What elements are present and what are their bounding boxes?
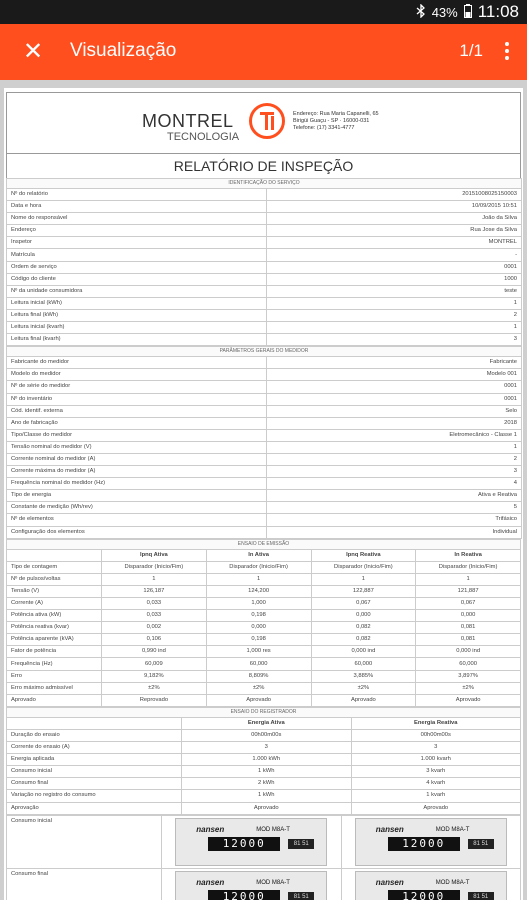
meter-photo[interactable] <box>355 818 507 866</box>
row-value: Selo <box>267 405 522 417</box>
row-label: Data e hora <box>7 201 267 213</box>
table-cell: 60,000 <box>206 658 311 670</box>
table-cell: 0,081 <box>416 622 521 634</box>
row-label: Constante de medição (Wh/rev) <box>7 502 267 514</box>
table-row <box>7 729 521 741</box>
table-row <box>7 694 521 706</box>
table-row <box>7 790 521 802</box>
row-label: Tipo de contagem <box>7 561 102 573</box>
table-cell: 8,809% <box>206 670 311 682</box>
address-line: Endereço: Rua Maria Capanelli, 65 <box>293 111 379 117</box>
table-cell: 0,000 <box>416 610 521 622</box>
meter-sub-reading: 81 51 <box>288 892 314 900</box>
bluetooth-icon <box>416 4 426 21</box>
table-cell: Disparador (Inicio/Fim) <box>416 561 521 573</box>
registrar-table <box>6 707 521 815</box>
meter-reading: 12000 <box>388 837 460 851</box>
row-value: 3 <box>267 334 522 346</box>
table-cell: 1,000 <box>206 598 311 610</box>
table-row <box>7 634 521 646</box>
meter-brand: nansen <box>375 825 404 835</box>
row-value: 0001 <box>267 261 522 273</box>
table-row <box>7 466 522 478</box>
table-row <box>7 646 521 658</box>
table-cell: 60,009 <box>102 658 207 670</box>
table-cell: 3 <box>351 742 521 754</box>
row-label: Frequência nominal do medidor (Hz) <box>7 478 267 490</box>
table-row <box>7 213 522 225</box>
row-value: 3 <box>267 466 522 478</box>
meter-photo[interactable] <box>355 871 507 900</box>
table-cell: 0,033 <box>102 610 207 622</box>
row-value: 2018 <box>267 417 522 429</box>
service-table <box>6 178 522 346</box>
row-value: Eletromecânico - Classe 1 <box>267 429 522 441</box>
app-title: Visualização <box>70 40 177 61</box>
table-row <box>7 273 522 285</box>
table-cell: Aprovado <box>311 694 416 706</box>
row-value: 0001 <box>267 381 522 393</box>
photo-row <box>7 815 521 868</box>
table-cell: Aprovado <box>206 694 311 706</box>
row-value: 2 <box>267 309 522 321</box>
row-value: Individual <box>267 526 522 538</box>
report-header <box>6 92 521 154</box>
table-row <box>7 682 521 694</box>
meter-brand: nansen <box>375 878 404 888</box>
table-row <box>7 405 522 417</box>
table-cell: Reprovado <box>102 694 207 706</box>
row-label: Matrícula <box>7 249 267 261</box>
row-value: - <box>267 249 522 261</box>
meter-model: MOD M8A-T <box>435 880 470 887</box>
report-document <box>4 88 523 900</box>
row-label: Nº de pulsos/voltas <box>7 573 102 585</box>
row-label: Configuração dos elementos <box>7 526 267 538</box>
row-label: Consumo inicial <box>7 766 182 778</box>
address-line: Birigüi Guaçu - SP · 16000-031 <box>293 118 370 124</box>
table-cell: Disparador (Inicio/Fim) <box>206 561 311 573</box>
row-label: Tipo de energia <box>7 490 267 502</box>
table-row <box>7 369 522 381</box>
table-cell: 3,885% <box>311 670 416 682</box>
address-line: Telefone: (17) 3341-4777 <box>293 125 355 131</box>
table-row <box>7 309 522 321</box>
section-title: ENSAIO DO REGISTRADOR <box>7 707 521 717</box>
section-title: PARÂMETROS GERAIS DO MEDIDOR <box>7 347 522 357</box>
column-header: Energia Ativa <box>182 717 352 729</box>
row-label: Frequência (Hz) <box>7 658 102 670</box>
column-header: In Reativa <box>416 549 521 561</box>
table-cell: 0,082 <box>311 634 416 646</box>
table-row <box>7 514 522 526</box>
params-table <box>6 346 522 538</box>
row-value: Rua Jose da Silva <box>267 225 522 237</box>
table-cell: ±2% <box>416 682 521 694</box>
company-address <box>293 111 379 132</box>
meter-sub-reading: 81 51 <box>288 839 314 849</box>
row-value: 0001 <box>267 393 522 405</box>
meter-sub-reading: 81 51 <box>468 892 494 900</box>
photo-table <box>6 815 521 900</box>
row-value: 20151008025150003 <box>267 189 522 201</box>
meter-model: MOD M8A-T <box>256 827 290 834</box>
table-row <box>7 670 521 682</box>
table-cell: 60,000 <box>311 658 416 670</box>
row-label: Corrente máxima do medidor (A) <box>7 466 267 478</box>
table-cell: 0,067 <box>311 598 416 610</box>
row-value: 2 <box>267 453 522 465</box>
table-row <box>7 297 522 309</box>
table-cell: ±2% <box>102 682 207 694</box>
row-label: Leitura final (kWh) <box>7 309 267 321</box>
meter-reading: 12000 <box>388 890 460 900</box>
section-header <box>7 707 521 717</box>
table-header-row <box>7 549 521 561</box>
row-label: Nome do responsável <box>7 213 267 225</box>
section-header <box>7 347 522 357</box>
row-label: Ano de fabricação <box>7 417 267 429</box>
table-cell: 2 kWh <box>182 778 352 790</box>
table-row <box>7 237 522 249</box>
table-cell: 0,000 ind <box>311 646 416 658</box>
table-cell: 126,187 <box>102 585 207 597</box>
row-label: Tensão nominal do medidor (V) <box>7 441 267 453</box>
row-label: Nº do relatório <box>7 189 267 201</box>
row-label: Tipo/Classe do medidor <box>7 429 267 441</box>
row-label: Nº da unidade consumidora <box>7 285 267 297</box>
meter-photo-cell <box>341 868 521 900</box>
battery-icon <box>464 4 472 21</box>
table-row <box>7 453 522 465</box>
row-label: Código do cliente <box>7 273 267 285</box>
row-label: Modelo do medidor <box>7 369 267 381</box>
row-value: 1 <box>267 297 522 309</box>
table-cell: 3,897% <box>416 670 521 682</box>
more-vert-icon[interactable] <box>503 37 511 65</box>
table-cell: 1 <box>311 573 416 585</box>
close-icon[interactable]: ✕ <box>22 37 44 65</box>
row-value: João da Silva <box>267 213 522 225</box>
row-value: MONTREL <box>267 237 522 249</box>
table-cell: Aprovado <box>351 802 521 814</box>
table-row <box>7 334 522 346</box>
emission-table <box>6 539 521 707</box>
row-value: 1 <box>267 322 522 334</box>
row-value: Modelo 001 <box>267 369 522 381</box>
row-label: Duração do ensaio <box>7 729 182 741</box>
table-cell: 9,182% <box>102 670 207 682</box>
row-value: 10/09/2015 10:51 <box>267 201 522 213</box>
meter-brand: nansen <box>196 878 225 888</box>
section-title: IDENTIFICAÇÃO DO SERVIÇO <box>7 179 522 189</box>
section-header <box>7 539 521 549</box>
table-row <box>7 261 522 273</box>
row-label: Potência ativa (kW) <box>7 610 102 622</box>
meter-model: MOD M8A-T <box>256 880 290 887</box>
row-value: Fabricante <box>267 357 522 369</box>
table-row <box>7 441 522 453</box>
meter-sub-reading: 81 51 <box>468 839 494 849</box>
row-label: Potência aparente (kVA) <box>7 634 102 646</box>
table-row <box>7 598 521 610</box>
meter-reading: 12000 <box>208 890 280 900</box>
app-bar <box>0 24 527 80</box>
row-label: Aprovação <box>7 802 182 814</box>
table-row <box>7 189 522 201</box>
row-label: Leitura inicial (kvarh) <box>7 322 267 334</box>
table-cell: 122,887 <box>311 585 416 597</box>
report-title: RELATÓRIO DE INSPEÇÃO <box>6 154 521 178</box>
table-cell: 1.000 kvarh <box>351 754 521 766</box>
meter-photo-cell <box>162 868 342 900</box>
row-label: Corrente do ensaio (A) <box>7 742 182 754</box>
table-row <box>7 502 522 514</box>
table-row <box>7 766 521 778</box>
row-label: Fator de potência <box>7 646 102 658</box>
clock: 11:08 <box>477 2 519 21</box>
brand-name: MONTREL <box>142 111 234 131</box>
table-cell: 1 <box>206 573 311 585</box>
table-row <box>7 285 522 297</box>
table-cell: 0,000 <box>311 610 416 622</box>
table-row <box>7 561 521 573</box>
table-cell: 3 kvarh <box>351 766 521 778</box>
table-row <box>7 429 522 441</box>
row-label: Cód. identif. externa <box>7 405 267 417</box>
table-cell: 0,106 <box>102 634 207 646</box>
table-row <box>7 742 521 754</box>
row-value: 4 <box>267 478 522 490</box>
table-cell: 0,033 <box>102 598 207 610</box>
meter-photo-cell <box>162 815 342 868</box>
table-cell: 121,887 <box>416 585 521 597</box>
table-cell: 60,000 <box>416 658 521 670</box>
table-row <box>7 201 522 213</box>
photo-row <box>7 868 521 900</box>
table-cell: 1 <box>102 573 207 585</box>
table-row <box>7 802 521 814</box>
column-header: Ipnq Ativa <box>102 549 207 561</box>
table-row <box>7 393 522 405</box>
page-indicator: 1/1 <box>459 41 483 60</box>
meter-brand: nansen <box>196 825 225 835</box>
table-row <box>7 622 521 634</box>
column-header <box>7 717 182 729</box>
table-cell: Aprovado <box>182 802 352 814</box>
table-header-row <box>7 717 521 729</box>
row-label: Potência reativa (kvar) <box>7 622 102 634</box>
row-label: Tensão (V) <box>7 585 102 597</box>
section-header <box>7 179 522 189</box>
table-row <box>7 322 522 334</box>
table-cell: 0,067 <box>416 598 521 610</box>
row-label: Variação no registro do consumo <box>7 790 182 802</box>
row-label: Nº de série do medidor <box>7 381 267 393</box>
meter-reading: 12000 <box>208 837 280 851</box>
table-cell: 00h00m00s <box>351 729 521 741</box>
section-title: ENSAIO DE EMISSÃO <box>7 539 521 549</box>
row-value: 1 <box>267 441 522 453</box>
table-cell: Disparador (Inicio/Fim) <box>102 561 207 573</box>
table-row <box>7 585 521 597</box>
meter-photo[interactable] <box>175 871 327 900</box>
table-row <box>7 658 521 670</box>
row-label: Leitura final (kvarh) <box>7 334 267 346</box>
column-header: Ipnq Reativa <box>311 549 416 561</box>
table-cell: 3 <box>182 742 352 754</box>
status-icons <box>416 0 519 24</box>
row-value: Trifásico <box>267 514 522 526</box>
row-label: Energia aplicada <box>7 754 182 766</box>
status-bar <box>0 0 527 24</box>
table-cell: Disparador (Inicio/Fim) <box>311 561 416 573</box>
row-label: Consumo inicial <box>7 815 162 868</box>
table-row <box>7 381 522 393</box>
row-label: Aprovado <box>7 694 102 706</box>
row-label: Consumo final <box>7 868 162 900</box>
meter-model: MOD M8A-T <box>435 827 470 834</box>
table-cell: 1 kvarh <box>351 790 521 802</box>
row-value: 1000 <box>267 273 522 285</box>
column-header <box>7 549 102 561</box>
row-value: teste <box>267 285 522 297</box>
table-cell: 0,002 <box>102 622 207 634</box>
row-label: Corrente (A) <box>7 598 102 610</box>
table-row <box>7 357 522 369</box>
table-cell: 4 kvarh <box>351 778 521 790</box>
table-cell: 0,198 <box>206 610 311 622</box>
table-row <box>7 490 522 502</box>
row-label: Consumo final <box>7 778 182 790</box>
row-label: Erro <box>7 670 102 682</box>
table-cell: Aprovado <box>416 694 521 706</box>
table-row <box>7 778 521 790</box>
meter-photo[interactable] <box>175 818 327 866</box>
table-cell: 0,081 <box>416 634 521 646</box>
table-cell: 1 <box>416 573 521 585</box>
table-cell: 1,000 res <box>206 646 311 658</box>
row-value: Ativa e Reativa <box>267 490 522 502</box>
table-cell: 0,000 ind <box>416 646 521 658</box>
table-cell: 1.000 kWh <box>182 754 352 766</box>
row-label: Fabricante do medidor <box>7 357 267 369</box>
table-cell: 0,990 ind <box>102 646 207 658</box>
battery-percent: 43% <box>431 4 458 20</box>
table-row <box>7 225 522 237</box>
row-label: Erro máximo admissível <box>7 682 102 694</box>
meter-photo-cell <box>341 815 521 868</box>
row-label: Leitura inicial (kWh) <box>7 297 267 309</box>
row-label: Nº do inventário <box>7 393 267 405</box>
brand-subtitle: TECNOLOGIA <box>167 131 240 143</box>
row-label: Endereço <box>7 225 267 237</box>
table-cell: 0,198 <box>206 634 311 646</box>
row-label: Ordem de serviço <box>7 261 267 273</box>
table-row <box>7 526 522 538</box>
table-row <box>7 573 521 585</box>
table-row <box>7 417 522 429</box>
row-label: Inspetor <box>7 237 267 249</box>
table-cell: 0,082 <box>311 622 416 634</box>
table-row <box>7 754 521 766</box>
table-row <box>7 249 522 261</box>
table-cell: 0,000 <box>206 622 311 634</box>
table-cell: 124,200 <box>206 585 311 597</box>
table-row <box>7 478 522 490</box>
table-cell: ±2% <box>311 682 416 694</box>
table-cell: 1 kWh <box>182 790 352 802</box>
row-value: 5 <box>267 502 522 514</box>
table-row <box>7 610 521 622</box>
table-cell: ±2% <box>206 682 311 694</box>
column-header: Energia Reativa <box>351 717 521 729</box>
table-cell: 1 kWh <box>182 766 352 778</box>
column-header: In Ativa <box>206 549 311 561</box>
row-label: Corrente nominal do medidor (A) <box>7 453 267 465</box>
company-logo <box>249 103 285 139</box>
row-label: Nº de elementos <box>7 514 267 526</box>
table-cell: 00h00m00s <box>182 729 352 741</box>
